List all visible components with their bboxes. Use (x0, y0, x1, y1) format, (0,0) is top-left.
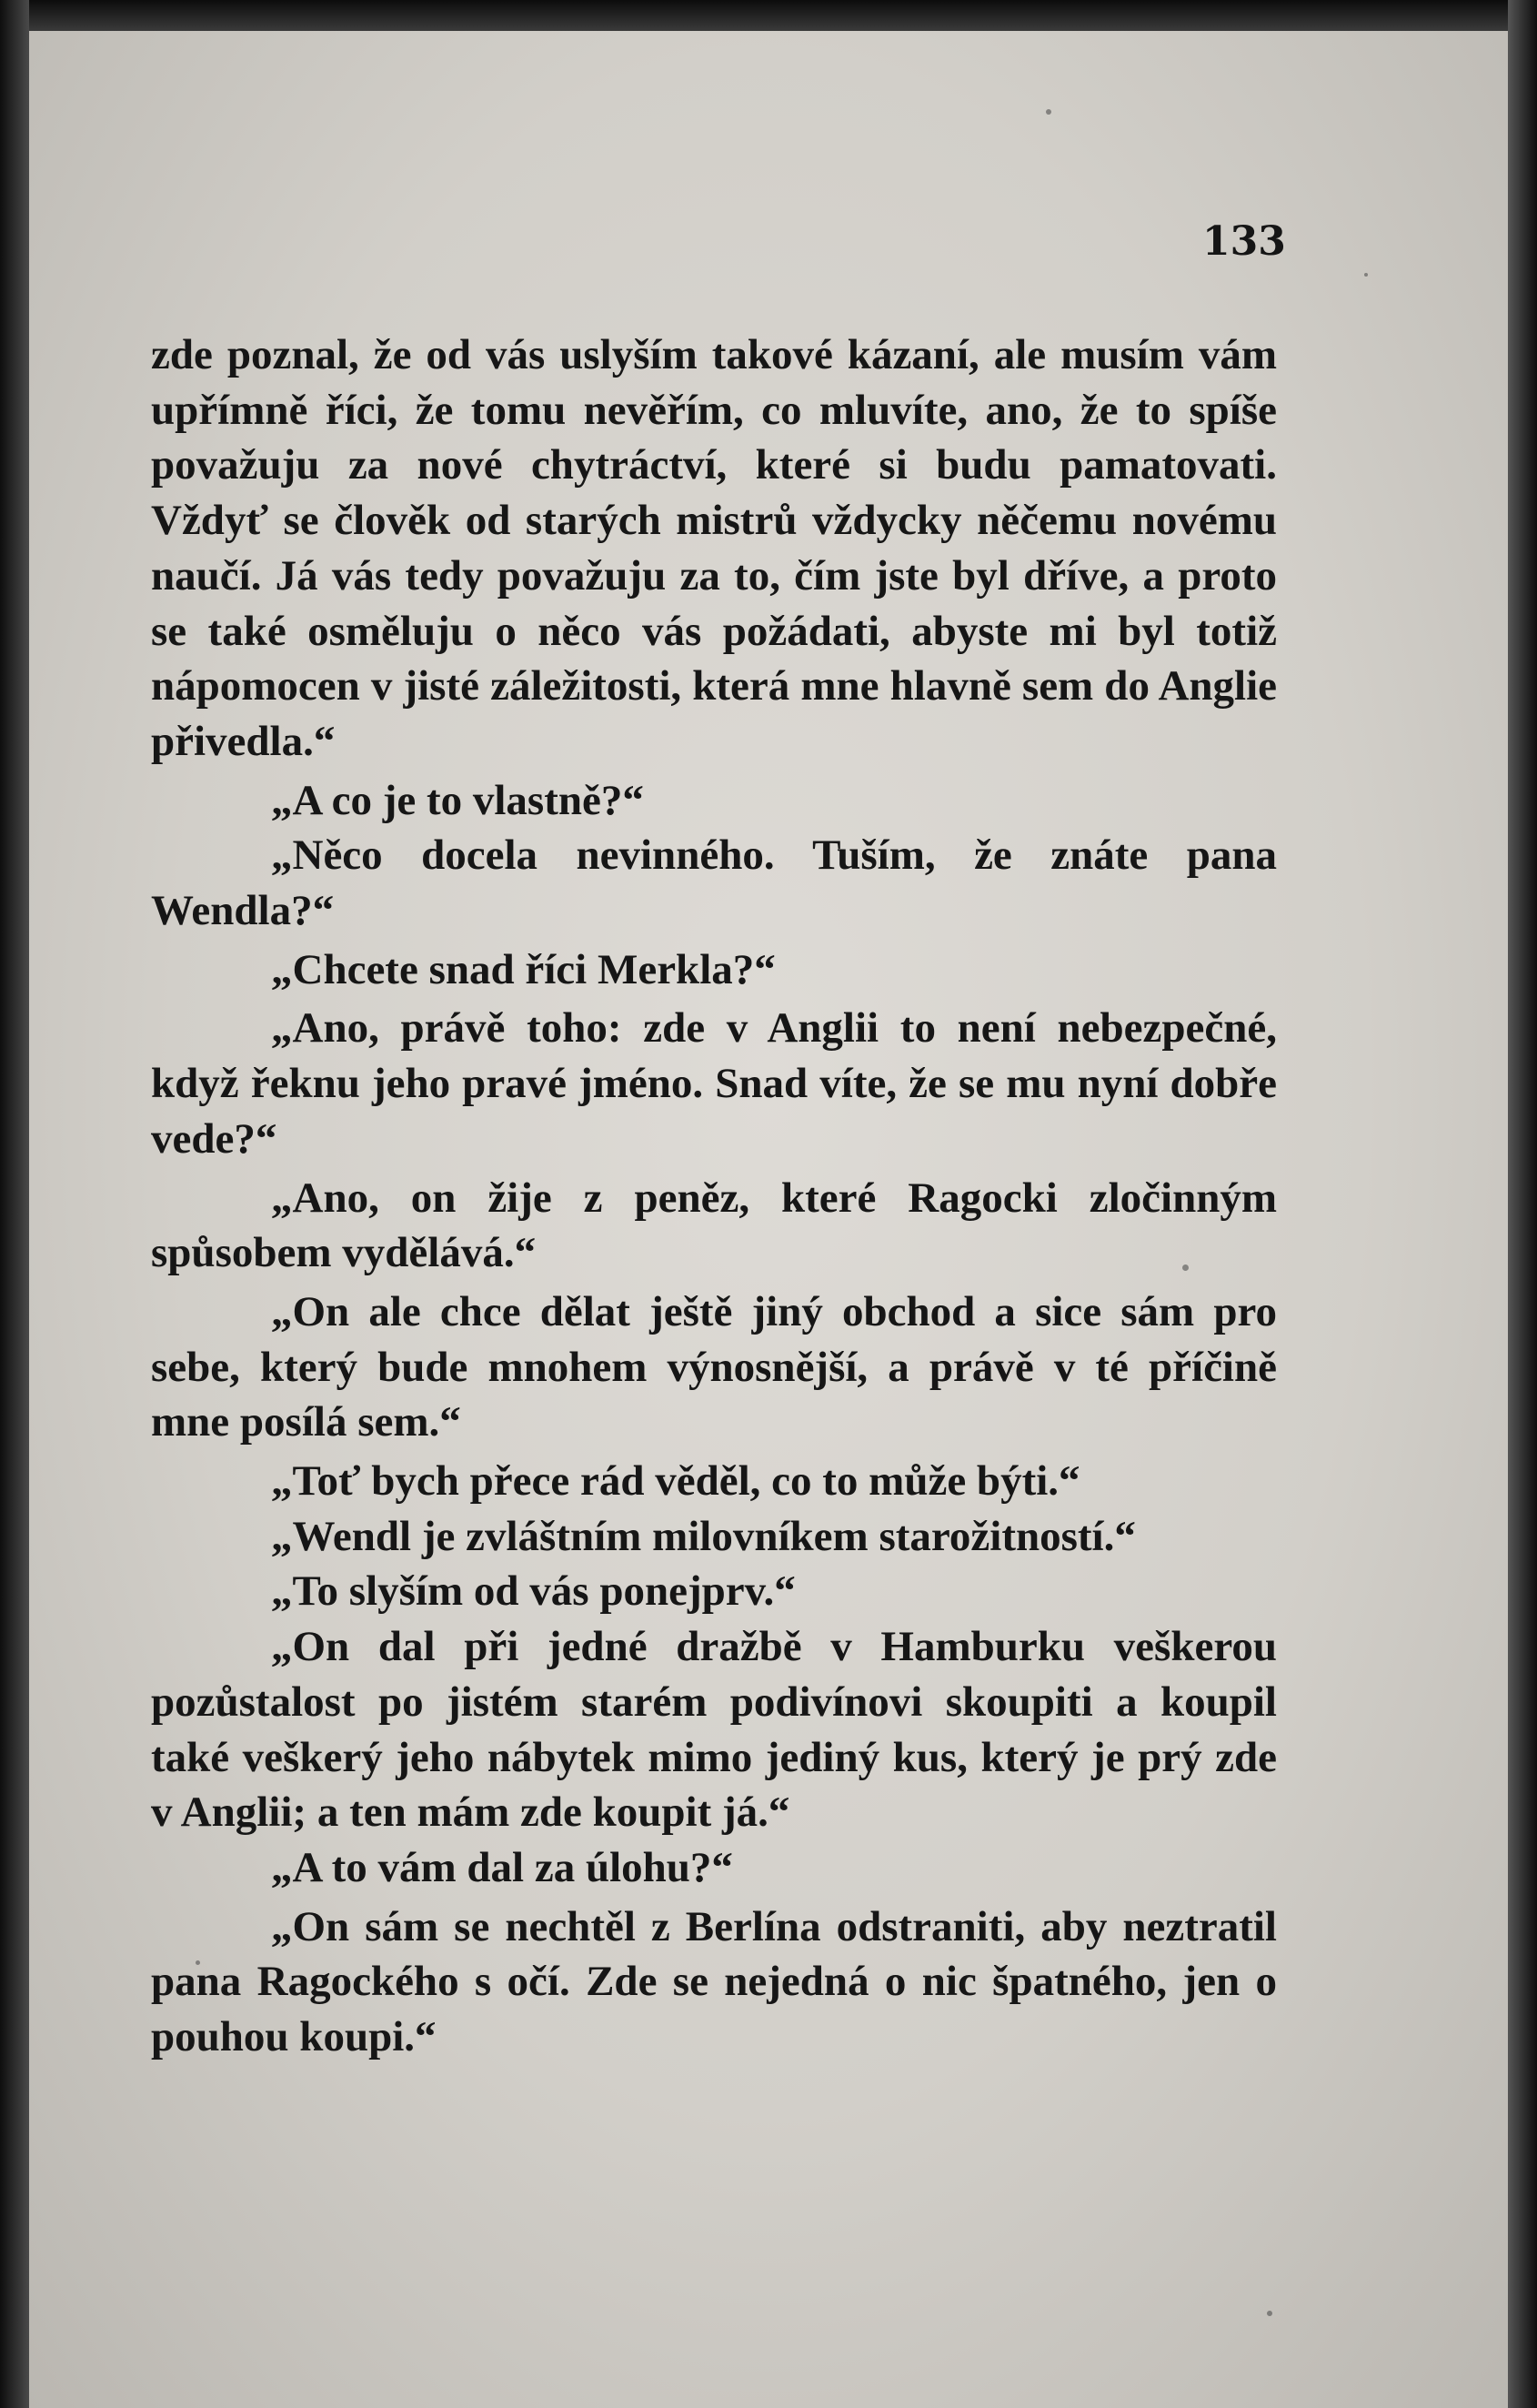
page-number: 133 (1202, 218, 1286, 265)
body-text (151, 327, 1277, 2065)
paragraph: „Wendl je zvláštním milovníkem starožitností.“ (271, 1512, 1136, 1560)
paragraph: „On dal při jedné dražbě v Hamburku veškerou pozůstalost po jistém starém podivínovi skoupiti a koupil také veškerý jeho nábytek mimo jediný kus, který je prý zde v Anglii; a ten mám zde koupit já.“ (151, 1623, 1277, 1837)
paragraph: „Ano, právě toho: zde v Anglii to není nebezpečné, když řeknu jeho pravé jméno. Snad víte, že se mu nyní dobře vede?“ (151, 1004, 1277, 1163)
paragraph: „A to vám dal za úlohu?“ (271, 1843, 733, 1891)
paper-speck (1364, 273, 1368, 277)
scan-right-edge (1508, 0, 1537, 2408)
paragraph: „Toť bych přece rád věděl, co to může býti.“ (271, 1457, 1080, 1506)
paragraph: „Chcete snad říci Merkla?“ (271, 945, 776, 993)
paper-speck (1267, 2311, 1272, 2316)
paragraph: „On ale chce dělat ještě jiný obchod a sice sám pro sebe, který bude mnohem výnosnější, a právě v té příčině mne posílá sem.“ (151, 1287, 1277, 1446)
paragraph: zde poznal, že od vás uslyším takové kázaní, ale musím vám upřímně říci, že tomu nevěřím, co mluvíte, ano, že to spíše považuju za nové chytráctví, které si budu pamatovati. Vždyť se člověk od starých mistrů vždycky něčemu novému naučí. Já vás tedy považuju za to, čím jste byl dříve, a proto se také osměluju o něco vás požádati, abyste mi byl totiž nápomocen v jisté záležitosti, která mne hlavně sem do Anglie přivedla.“ (151, 331, 1277, 765)
paragraph: „Ano, on žije z peněz, které Ragocki zločinným spůsobem vydělává.“ (151, 1174, 1277, 1277)
paragraph: „Něco docela nevinného. Tuším, že znáte pana Wendla?“ (151, 831, 1277, 935)
scan-top-edge (0, 0, 1537, 31)
paragraph: „On sám se nechtěl z Berlína odstraniti, aby neztratil pana Ragockého s očí. Zde se nejedná o nic špatného, jen o pouhou koupi.“ (151, 1902, 1277, 2061)
paragraph: „A co je to vlastně?“ (271, 776, 644, 824)
paper-speck (1046, 109, 1051, 115)
scan-left-edge (0, 0, 29, 2408)
paragraph: „To slyším od vás ponejprv.“ (271, 1567, 796, 1616)
